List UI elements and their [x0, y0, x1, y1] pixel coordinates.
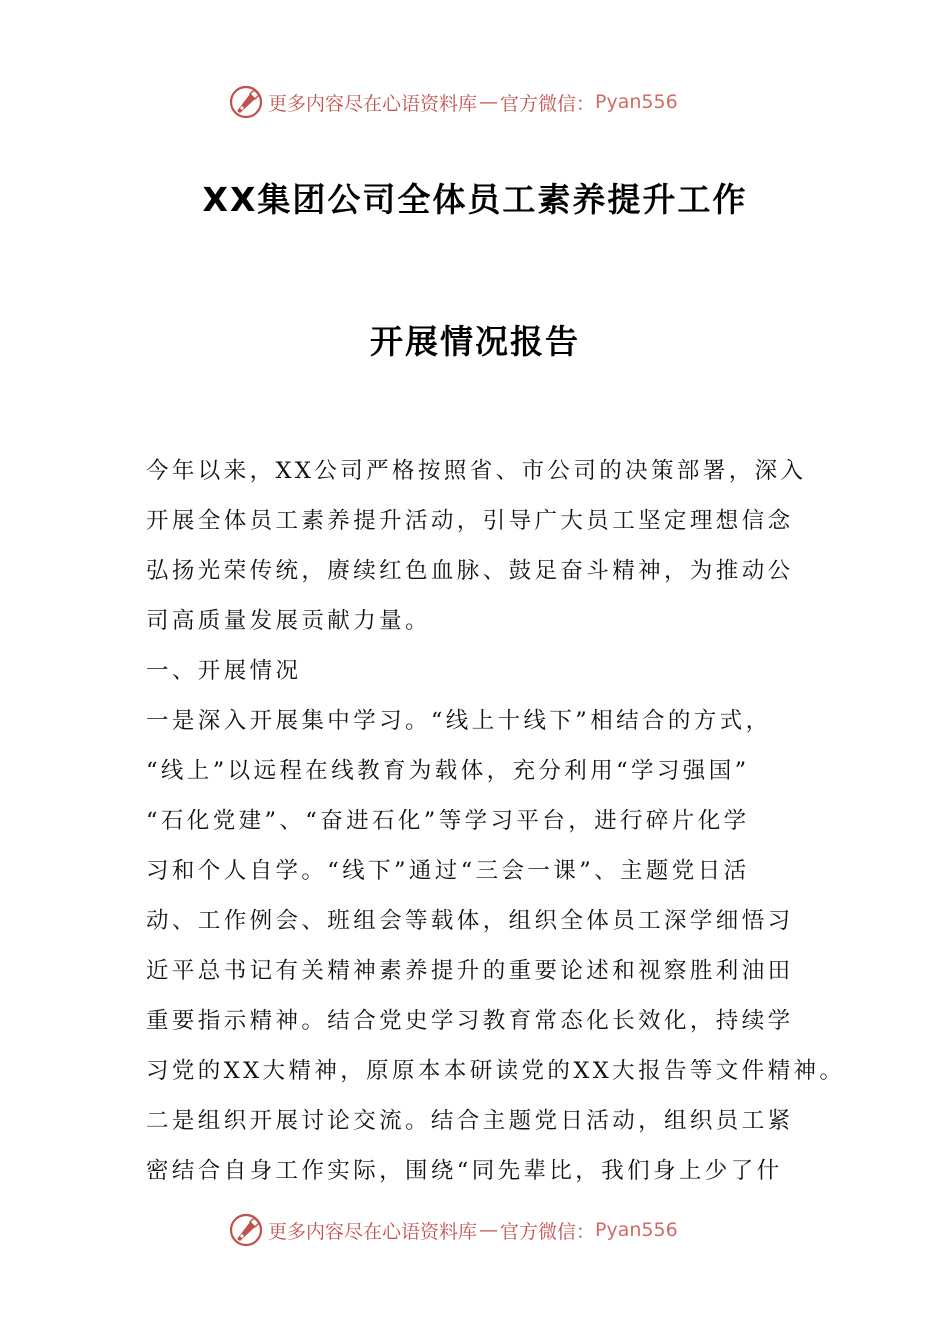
- watermark-account: Pyan556: [595, 1219, 678, 1241]
- body-line: “线上”以远程在线教育为载体，充分利用“学习强国”: [146, 758, 750, 784]
- pen-nib-logo-icon: [228, 1212, 264, 1248]
- body-line: 弘扬光荣传统，赓续红色血脉、鼓足奋斗精神，为推动公: [146, 558, 794, 584]
- document-body: [146, 446, 846, 1196]
- document-title-line-2: 开展情况报告: [370, 322, 580, 361]
- body-line: 二是组织开展讨论交流。结合主题党日活动，组织员工紧: [146, 1108, 794, 1134]
- body-line: 开展全体员工素养提升活动，引导广大员工坚定理想信念: [146, 508, 794, 534]
- body-line: “石化党建”、“奋进石化”等学习平台，进行碎片化学: [146, 808, 750, 834]
- header-watermark: [228, 82, 788, 122]
- watermark-text: 更多内容尽在心语资料库: [268, 92, 478, 115]
- document-title-line-1: XX集团公司全体员工素养提升工作: [202, 180, 748, 219]
- footer-watermark: [228, 1210, 788, 1250]
- body-line: 近平总书记有关精神素养提升的重要论述和视察胜利油田: [146, 958, 794, 984]
- body-line: 习党的XX大精神，原原本本研读党的XX大报告等文件精神。: [146, 1058, 846, 1084]
- body-line: 今年以来，XX公司严格按照省、市公司的决策部署，深入: [146, 458, 807, 484]
- body-line: 司高质量发展贡献力量。: [146, 608, 431, 634]
- body-line: 习和个人自学。“线下”通过“三会一课”、主题党日活: [146, 858, 750, 884]
- watermark-separator: —: [479, 1219, 499, 1241]
- body-line: 重要指示精神。结合党史学习教育常态化长效化，持续学: [146, 1008, 794, 1034]
- watermark-account: Pyan556: [595, 91, 678, 113]
- watermark-text: 更多内容尽在心语资料库: [268, 1220, 478, 1243]
- watermark-label: 官方微信：: [500, 1220, 596, 1243]
- body-line: 密结合自身工作实际，围绕“同先辈比，我们身上少了什: [146, 1158, 783, 1184]
- section-heading: 一、开展情况: [146, 658, 302, 684]
- body-line: 一是深入开展集中学习。“线上十线下”相结合的方式，: [146, 708, 772, 734]
- pen-nib-logo-icon: [228, 84, 264, 120]
- watermark-separator: —: [479, 91, 499, 113]
- body-line: 动、工作例会、班组会等载体，组织全体员工深学细悟习: [146, 908, 794, 934]
- watermark-label: 官方微信：: [500, 92, 596, 115]
